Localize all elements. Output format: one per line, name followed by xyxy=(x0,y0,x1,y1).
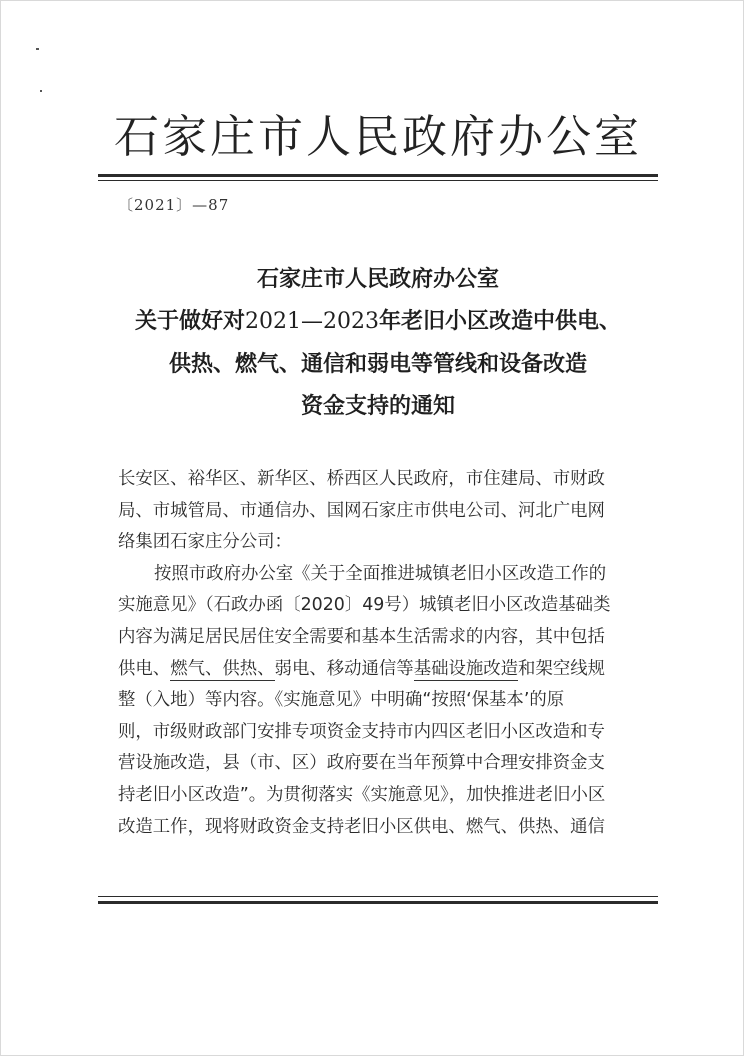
paragraph-line: 则，市级财政部门安排专项资金支持市内四区老旧小区改造和专 xyxy=(118,721,605,742)
text-segment: 弱电、移动通信等 xyxy=(274,658,414,679)
scan-speck xyxy=(36,48,39,50)
paragraph-line: 改造工作，现将财政资金支持老旧小区供电、燃气、供热、通信 xyxy=(118,816,605,837)
paragraph-line xyxy=(118,654,642,686)
text-segment: 和架空线规 xyxy=(518,658,606,679)
title-segment: 年老旧小区改造中供电、 xyxy=(378,308,621,334)
title-line: 供热、燃气、通信和弱电等管线和设备改造 xyxy=(168,351,587,377)
paragraph-line: 按照市政府办公室《关于全面推进城镇老旧小区改造工作的 xyxy=(154,563,607,584)
paragraph-line: 持老旧小区改造”。为贯彻落实《实施意见》，加快推进老旧小区 xyxy=(118,784,606,805)
paragraph-line: 整（入地）等内容。《实施意见》中明确“按照‘保基本’的原 xyxy=(118,690,565,711)
text-segment: 供电、 xyxy=(118,658,171,679)
header-rule-thin xyxy=(98,180,658,181)
document-number: 〔2021〕—87 xyxy=(118,196,230,214)
footer-rule-thick xyxy=(98,901,658,904)
title-segment: 关于做好对 xyxy=(134,308,245,334)
scan-speck xyxy=(40,90,42,92)
title-line xyxy=(100,300,656,343)
title-year-range: 2021—2023 xyxy=(245,309,379,334)
issuing-organization-header: 石家庄市人民政府办公室 xyxy=(113,110,642,163)
paragraph-line: 营设施改造，县（市、区）政府要在当年预算中合理安排资金支 xyxy=(118,753,605,774)
addressee-line: 长安区、裕华区、新华区、桥西区人民政府，市住建局、市财政 xyxy=(118,469,605,489)
paragraph-line: 实施意见》（石政办函〔2020〕49号）城镇老旧小区改造基础类 xyxy=(118,595,611,616)
paragraph-line: 内容为满足居民居住安全需要和基本生活需求的内容，其中包括 xyxy=(118,626,605,647)
document-body xyxy=(118,464,642,843)
addressee-line: 络集团石家庄分公司： xyxy=(118,532,292,553)
footer-rule-thin xyxy=(98,896,658,897)
addressee-line: 局、市城管局、市通信办、国网石家庄市供电公司、河北广电网 xyxy=(118,500,605,521)
title-line: 石家庄市人民政府办公室 xyxy=(256,266,499,292)
handwritten-underline-text: 燃气、供热、 xyxy=(170,658,275,679)
document-title xyxy=(100,258,656,427)
title-line: 资金支持的通知 xyxy=(300,393,455,419)
handwritten-underline-text: 基础设施改造 xyxy=(413,658,519,679)
header-rule-thick xyxy=(98,174,658,177)
